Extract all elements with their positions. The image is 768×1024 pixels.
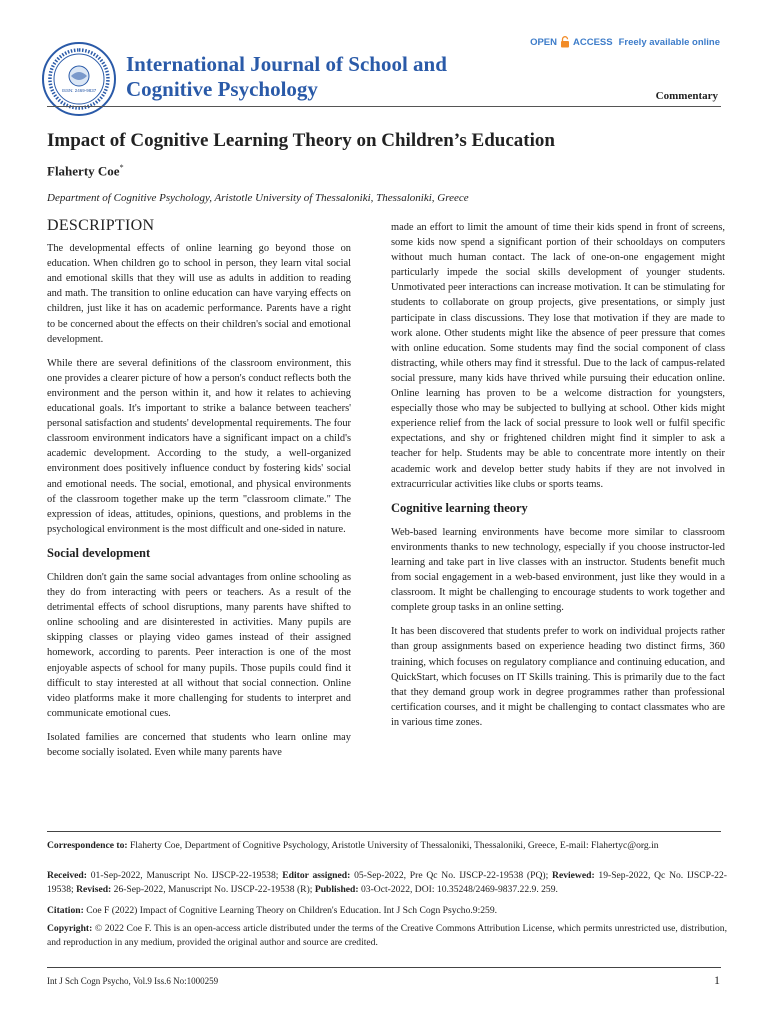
citation-note (47, 904, 727, 918)
published-label: Published: (314, 883, 359, 895)
editor-label: Editor assigned: (282, 870, 351, 881)
copyright-text: © 2022 Coe F. This is an open-access article distributed under the terms of the Creative Commons Attribution License, which permits unrestricted use, distribution, and reproduction in any medium, provided the original author and source are credited. (47, 923, 727, 948)
body-column-right (391, 220, 725, 730)
open-access-badge[interactable] (530, 36, 720, 48)
description-heading: DESCRIPTION (47, 217, 155, 234)
received-label: Received: (47, 870, 87, 881)
oa-access-text: ACCESS (573, 36, 613, 48)
paragraph: made an effort to limit the amount of time their kids spend in front of screens, some kids now spend a significant portion of their schooldays on computers without much human contact. The lack of one-on-one engagement might particularly impede the social skills development of younger students. Unmotivated peer interactions can increase motivation. It can be stimulating for students to collaborate on group projects, give presentations, or simply just participate in class discussions. They lose that motivation if they are made to work alone. Other students might like the absence of peer pressure that comes with online education. Some students may find the social component of class distracting, while others may find it stressful. Due to the lack of campus-related social pressure, many kids have thrived while pursuing their education online. Online learning has proven to be a welcome distraction for youngsters, especially those who may be subjected to bullying at school. Other kids might experience relief from the lack of social pressure to look well or fulfil specific expectations, and shy or frightened children might find it simpler to ask a teacher for help. Students may be able to concentrate more intently on their academic work and develop better study habits if they are not involved in extracurricular activities like clubs or sports teams. (391, 222, 725, 490)
reviewed-label: Reviewed: (552, 870, 595, 881)
logo-issn: ISSN: 2469-9837 (61, 88, 97, 93)
open-lock-icon (560, 36, 570, 48)
paragraph: It has been discovered that students prefer to work on individual projects rather than group assignments based on experience heading two distinct firms, 360 training, which focuses on regulatory compliance and continuing education, and QuickStart, which focuses on IT Skills training. This is primarily due to the fact that they demand group work in degree programmes rather than professional certification courses, and it might be challenging to contact classmates who are in various time zones. (391, 626, 725, 728)
body-column-left (47, 218, 351, 760)
author-line (47, 163, 124, 179)
journal-title[interactable] (126, 52, 506, 102)
article-type: Commentary (655, 90, 718, 102)
correspondence-text: Flaherty Coe, Department of Cognitive Psychology, Aristotle University of Thessaloniki, Thessaloniki, Greece, E-mail: Flahertyc@org.in (129, 840, 659, 851)
footnote-divider (47, 831, 721, 832)
paragraph: Isolated families are concerned that students who learn online may become socially isolated. Even while many parents have (47, 731, 351, 758)
editor-text: 05-Sep-2022, Pre Qc No. IJSCP-22-19538 (PQ); (354, 870, 549, 881)
journal-title-line1: International Journal of School and (126, 52, 447, 76)
dates-note (47, 869, 727, 896)
header-divider (47, 106, 721, 107)
copyright-label: Copyright: (47, 923, 93, 934)
oa-open-text: OPEN (530, 36, 558, 48)
paragraph: The developmental effects of online learning go beyond those on education. When children go to school in person, they learn vital social and emotional skills that they will use as adults in addition to reading and math. The transition to online education can have varying effects on children, just like it has on academic performance. Parents have a right to be concerned about the effects on their children's social and emotional development. (47, 243, 351, 345)
cognitive-learning-heading: Cognitive learning theory (391, 500, 528, 515)
social-development-heading: Social development (47, 545, 151, 560)
author-mark: * (119, 163, 124, 172)
copyright-note (47, 922, 727, 949)
citation-text: Coe F (2022) Impact of Cognitive Learning Theory on Children's Education. Int J Sch Cogn Psycho.9:259. (86, 905, 498, 916)
correspondence-label: Correspondence to: (47, 840, 128, 851)
correspondence-note (47, 839, 727, 853)
page-number: 1 (714, 973, 720, 987)
received-text: 01-Sep-2022, Manuscript No. IJSCP-22-19538; (90, 870, 279, 881)
paragraph: Children don't gain the same social advantages from online schooling as they do from interacting with peers or teachers. As a result of the detrimental effects of school disruptions, many parents have shifted to online schooling and are disinterested in activities. Many pupils are skipping classes or playing video games instead of their assigned homework, according to parents. Peer interaction is one of the most enjoyable aspects of school for many pupils. Those pupils could find it difficult to stay interested at all without that social connection. Online video platforms make it more challenging for students to interpret and communicate emotional cues. (47, 571, 351, 719)
oa-tagline: Freely available online (618, 36, 720, 48)
journal-reference: Int J Sch Cogn Psycho, Vol.9 Iss.6 No:1000259 (47, 976, 219, 986)
published-text: 03-Oct-2022, DOI: 10.35248/2469-9837.22.9. 259. (360, 883, 558, 895)
author-affiliation: Department of Cognitive Psychology, Aristotle University of Thessaloniki, Thessaloniki, Greece (47, 192, 469, 204)
page-footer-divider (47, 967, 721, 968)
reviewed-text: 19-Sep-2022, Qc No. IJSCP-22-19538; (47, 870, 727, 895)
journal-title-line2: Cognitive Psychology (126, 77, 318, 101)
paragraph: Web-based learning environments have become more similar to classroom environments thanks to new technology, especially if you choose instructor-led learning and take part in live classes with an instructor. Students benefit much from social engagement in a web-based environment, just like they would in a classroom. It might be challenging to encourage students to work together and complete group tasks in an online setting. (391, 526, 725, 614)
paragraph: While there are several definitions of the classroom environment, this one provides a clearer picture of how a person's conduct reflects both the environment and the person within it, and how it relates to achieving educational goals. It's important to strike a balance between teachers' personal satisfaction and students' developmental requirements. The four classroom environment indicators have a significant impact on a child's academic development. According to the study, a well-organized environment does positively influence conduct by fostering kids' social and emotional needs. The social, emotional, and physical environments of the classroom together make up the term "classroom climate." The expression of ideas, attitudes, opinions, questions, and problems in the psychological environment is the most difficult and one-sided in nature. (47, 357, 351, 535)
revised-text: 26-Sep-2022, Manuscript No. IJSCP-22-19538 (R); (113, 883, 313, 895)
article-title: Impact of Cognitive Learning Theory on Children’s Education (47, 130, 555, 151)
author-name: Flaherty Coe (47, 163, 120, 179)
citation-label: Citation: (47, 905, 84, 916)
revised-label: Revised: (76, 883, 112, 895)
